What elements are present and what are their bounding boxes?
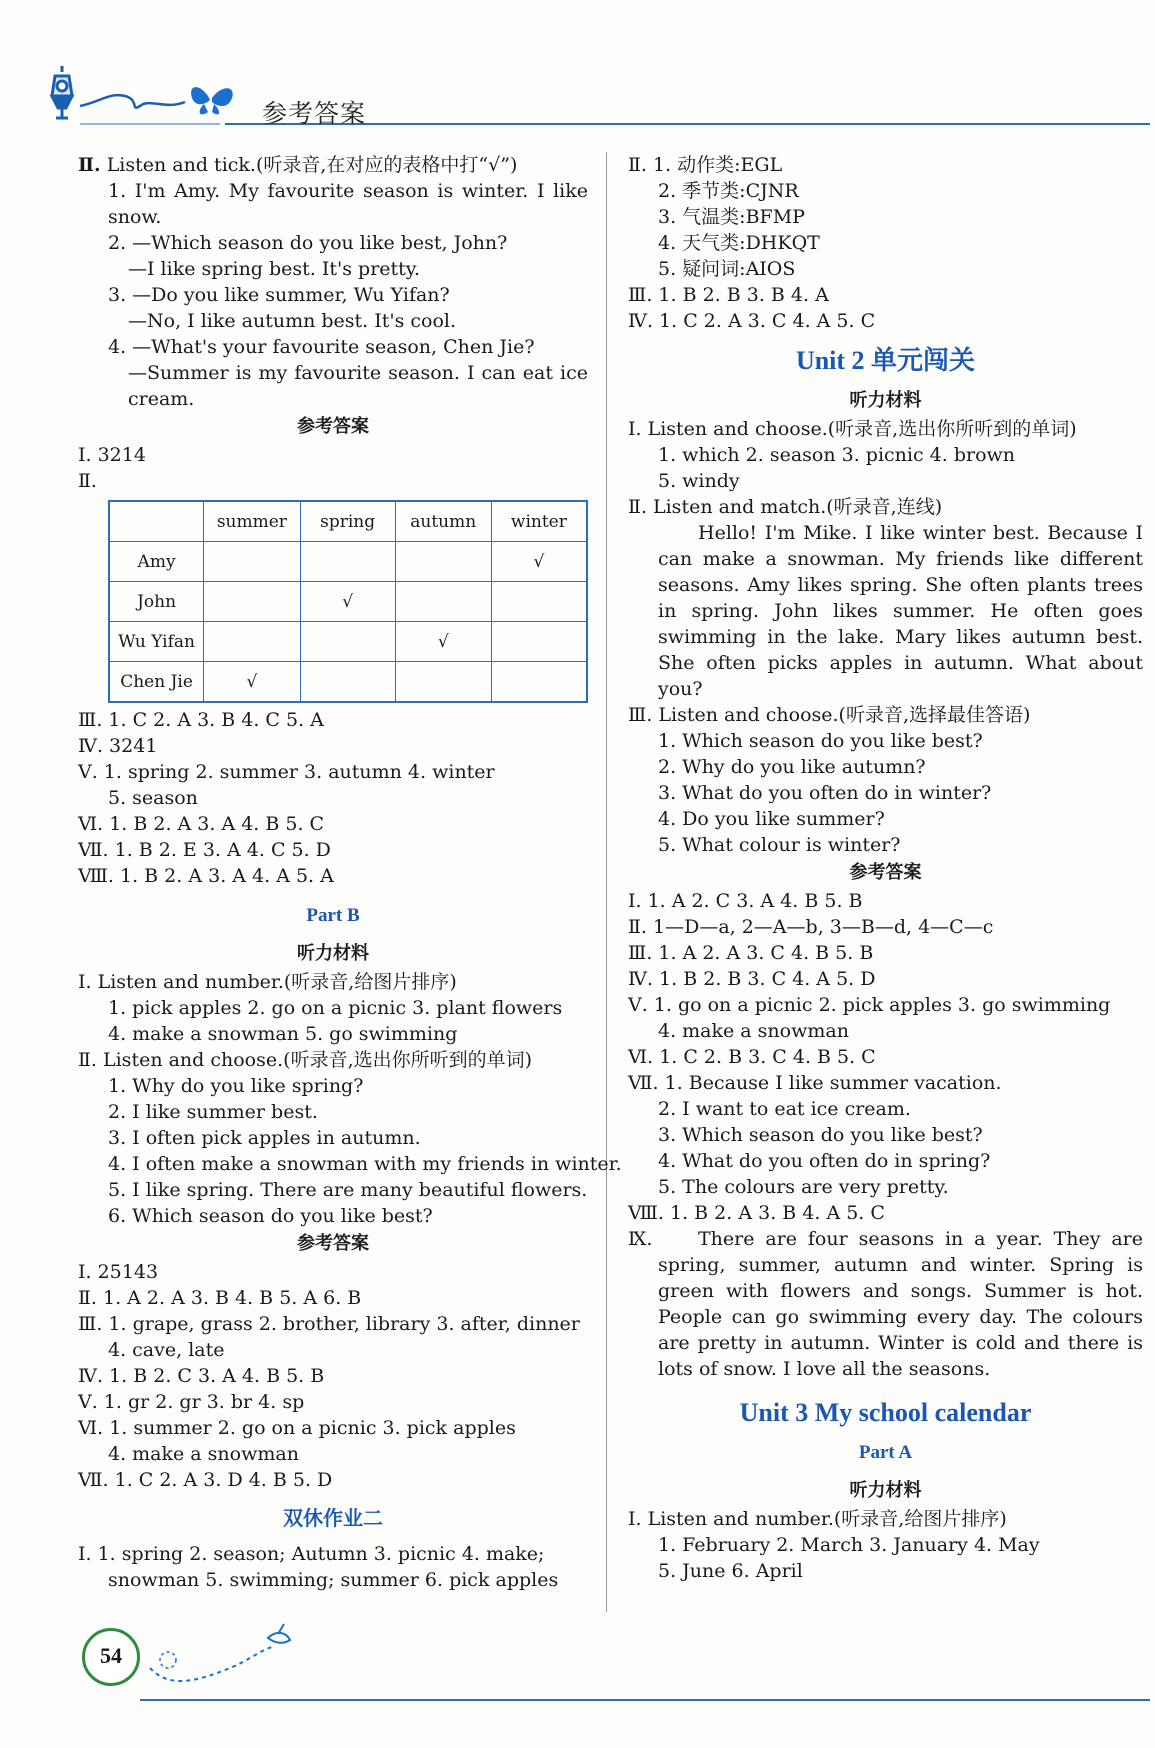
- list-item: 5. I like spring. There are many beautiful flowers.: [108, 1179, 588, 1201]
- table-cell: [300, 542, 395, 582]
- answer-line: Ⅰ. 1. spring 2. season; Autumn 3. picnic 4. make;: [78, 1543, 545, 1565]
- dialog-line: —Summer is my favourite season. I can eat ice cream.: [128, 362, 588, 410]
- answer-line: 2. 季节类:CJNR: [658, 180, 799, 202]
- table-header: spring: [300, 501, 395, 542]
- right-column: [628, 152, 1143, 1584]
- part-b-heading: Part B: [306, 905, 360, 926]
- list-item: 6. Which season do you like best?: [108, 1205, 433, 1227]
- answer-line: Ⅰ. 3214: [78, 444, 146, 466]
- answer-line: Ⅵ. 1. summer 2. go on a picnic 3. pick apples: [78, 1417, 516, 1439]
- answer-line: Ⅳ. 1. B 2. B 3. C 4. A 5. D: [628, 968, 876, 990]
- answer-line: Ⅳ. 1. C 2. A 3. C 4. A 5. C: [628, 310, 876, 332]
- dialog-line: 4. —What's your favourite season, Chen Jie?: [108, 336, 535, 358]
- answers-title: 参考答案: [849, 862, 922, 883]
- dialog-line: 3. —Do you like summer, Wu Yifan?: [108, 284, 450, 306]
- section-heading: Ⅰ. Listen and choose.(听录音,选出你所听到的单词): [628, 418, 1077, 440]
- table-row: [109, 542, 587, 582]
- answer-line: 3. 气温类:BFMP: [658, 206, 805, 228]
- list-item: 2. I like summer best.: [108, 1101, 318, 1123]
- answer-line: Ⅰ. 1. A 2. C 3. A 4. B 5. B: [628, 890, 863, 912]
- answer-line: Ⅱ. 1—D—a, 2—A—b, 3—B—d, 4—C—c: [628, 916, 994, 938]
- answer-line: Ⅰ. 25143: [78, 1261, 159, 1283]
- section-heading: Ⅱ. Listen and choose.(听录音,选出你所听到的单词): [78, 1049, 533, 1071]
- answer-line: Ⅴ. 1. spring 2. summer 3. autumn 4. winter: [78, 761, 495, 783]
- page-footer: [0, 1620, 1155, 1748]
- answer-line: Ⅱ.: [78, 470, 97, 492]
- answer-line: 2. I want to eat ice cream.: [658, 1098, 911, 1120]
- answer-line: Ⅲ. 1. B 2. B 3. B 4. A: [628, 284, 829, 306]
- answer-line: 4. What do you often do in spring?: [658, 1150, 991, 1172]
- dialog-line: —No, I like autumn best. It's cool.: [128, 310, 457, 332]
- table-cell: Wu Yifan: [109, 622, 204, 662]
- answer-line: 4. make a snowman: [108, 1443, 299, 1465]
- bird-icon: [268, 1624, 290, 1643]
- section-instruction: Listen and tick.(听录音,在对应的表格中打“√”): [106, 154, 518, 176]
- list-item: 1. Which season do you like best?: [658, 730, 983, 752]
- table-cell: [491, 582, 587, 622]
- list-item: 3. What do you often do in winter?: [658, 782, 992, 804]
- lamp-icon: [52, 66, 72, 118]
- answer-line: 4. make a snowman: [658, 1020, 849, 1042]
- list-item: 1. pick apples 2. go on a picnic 3. plant flowers: [108, 997, 563, 1019]
- table-header: autumn: [395, 501, 491, 542]
- unit-2-heading: Unit 2 单元闯关: [795, 346, 976, 375]
- listening-title: 听力材料: [297, 943, 369, 964]
- answer-line: Ⅱ. 1. 动作类:EGL: [628, 154, 783, 176]
- answer-line: 3. Which season do you like best?: [658, 1124, 983, 1146]
- list-item: 5. June 6. April: [658, 1560, 803, 1582]
- answer-table: [108, 500, 588, 703]
- answer-line: Ⅵ. 1. B 2. A 3. A 4. B 5. C: [78, 813, 325, 835]
- answer-line: Ⅲ. 1. C 2. A 3. B 4. C 5. A: [78, 709, 324, 731]
- table-row: [109, 582, 587, 622]
- answer-line: Ⅴ. 1. go on a picnic 2. pick apples 3. go swimming: [628, 994, 1111, 1016]
- list-item: 2. Why do you like autumn?: [658, 756, 926, 778]
- answer-line: Ⅲ. 1. A 2. A 3. C 4. B 5. B: [628, 942, 874, 964]
- section-heading: Ⅰ. Listen and number.(听录音,给图片排序): [78, 971, 457, 993]
- answer-line: 5. The colours are very pretty.: [658, 1176, 949, 1198]
- table-cell: [395, 662, 491, 703]
- answers-title: 参考答案: [297, 1233, 369, 1254]
- weekend-homework-heading: 双休作业二: [283, 1506, 383, 1530]
- answer-line: Ⅴ. 1. gr 2. gr 3. br 4. sp: [78, 1391, 305, 1413]
- answer-line: 5. 疑问词:AIOS: [658, 258, 796, 280]
- answer-line: Ⅶ. 1. B 2. E 3. A 4. C 5. D: [78, 839, 331, 861]
- table-cell: Amy: [109, 542, 204, 582]
- answer-line: Ⅵ. 1. C 2. B 3. C 4. B 5. C: [628, 1046, 876, 1068]
- answer-line: snowman 5. swimming; summer 6. pick apples: [108, 1569, 559, 1591]
- list-item: 5. What colour is winter?: [658, 834, 901, 856]
- header-title: 参考答案: [262, 99, 367, 128]
- table-row: [109, 662, 587, 703]
- table-cell: [395, 582, 491, 622]
- table-cell: John: [109, 582, 204, 622]
- answer-line: Ⅱ. 1. A 2. A 3. B 4. B 5. A 6. B: [78, 1287, 362, 1309]
- list-item: 1. Why do you like spring?: [108, 1075, 364, 1097]
- table-cell: √: [491, 542, 587, 582]
- table-cell: [204, 542, 301, 582]
- table-cell: [395, 542, 491, 582]
- section-heading: Ⅰ. Listen and number.(听录音,给图片排序): [628, 1508, 1007, 1530]
- table-cell: [300, 622, 395, 662]
- left-column: [78, 152, 622, 1593]
- table-cell: [109, 501, 204, 542]
- writing-answer: [628, 1226, 1143, 1382]
- answer-line: Ⅷ. 1. B 2. A 3. B 4. A 5. C: [628, 1202, 885, 1224]
- list-item: 1. which 2. season 3. picnic 4. brown: [658, 444, 1016, 466]
- answer-line: 4. cave, late: [108, 1339, 225, 1361]
- answer-line: Ⅶ. 1. C 2. A 3. D 4. B 5. D: [78, 1469, 333, 1491]
- dialog-line: —I like spring best. It's pretty.: [128, 258, 421, 280]
- dialog-line: 2. —Which season do you like best, John?: [108, 232, 508, 254]
- answer-line: Ⅲ. 1. grape, grass 2. brother, library 3. after, dinner: [78, 1313, 580, 1335]
- page-number: 54: [82, 1628, 140, 1686]
- table-header: winter: [491, 501, 587, 542]
- list-item: 1. February 2. March 3. January 4. May: [658, 1534, 1040, 1556]
- list-item: 4. Do you like summer?: [658, 808, 885, 830]
- table-cell: [491, 662, 587, 703]
- roman-numeral: Ⅱ.: [78, 154, 101, 176]
- roman-numeral: Ⅸ.: [628, 1228, 653, 1250]
- answers-title: 参考答案: [297, 416, 369, 437]
- answer-line: 5. season: [108, 787, 198, 809]
- answer-line: Ⅷ. 1. B 2. A 3. A 4. A 5. A: [78, 865, 334, 887]
- section-heading: [78, 152, 588, 178]
- table-cell: [491, 622, 587, 662]
- list-item: 4. I often make a snowman with my friends in winter.: [108, 1153, 622, 1175]
- list-item: 3. I often pick apples in autumn.: [108, 1127, 421, 1149]
- writing-passage: There are four seasons in a year. They are spring, summer, autumn and winter. Spring is green with flowers and songs. Summer is hot. People can go swimming every day. The colours are pretty in autumn. Winter is cold and there is lots of snow. I love all the seasons.: [658, 1228, 1143, 1380]
- listening-title: 听力材料: [849, 390, 922, 411]
- answer-line: Ⅶ. 1. Because I like summer vacation.: [628, 1072, 1002, 1094]
- column-divider: [606, 152, 607, 1612]
- answer-line: Ⅳ. 1. B 2. C 3. A 4. B 5. B: [78, 1365, 325, 1387]
- table-cell: Chen Jie: [109, 662, 204, 703]
- butterfly-icon: [191, 87, 233, 114]
- table-cell: √: [300, 582, 395, 622]
- list-item: 5. windy: [658, 470, 740, 492]
- footer-decoration: [0, 1620, 1155, 1748]
- table-row: [109, 622, 587, 662]
- table-cell: [204, 582, 301, 622]
- listening-title: 听力材料: [849, 1480, 922, 1501]
- listening-passage: Hello! I'm Mike. I like winter best. Because I can make a snowman. My friends like different seasons. Amy likes spring. She often plants trees in spring. John likes summer. He often goes swimming in the lake. Mary likes autumn best. She often picks apples in autumn. What about you?: [658, 522, 1143, 700]
- table-cell: [204, 622, 301, 662]
- answer-line: 4. 天气类:DHKQT: [658, 232, 820, 254]
- header-decoration: [0, 0, 1155, 140]
- table-cell: √: [395, 622, 491, 662]
- section-heading: Ⅲ. Listen and choose.(听录音,选择最佳答语): [628, 704, 1031, 726]
- page-header: [0, 0, 1155, 140]
- list-item: 4. make a snowman 5. go swimming: [108, 1023, 458, 1045]
- table-cell: √: [204, 662, 301, 703]
- answer-line: Ⅳ. 3241: [78, 735, 158, 757]
- section-heading: Ⅱ. Listen and match.(听录音,连线): [628, 496, 943, 518]
- table-header-row: [109, 501, 587, 542]
- part-a-heading: Part A: [858, 1442, 913, 1463]
- unit-3-heading: Unit 3 My school calendar: [739, 1398, 1032, 1427]
- table-header: summer: [204, 501, 301, 542]
- table-cell: [300, 662, 395, 703]
- dialog-line: 1. I'm Amy. My favourite season is winter. I like snow.: [108, 180, 588, 228]
